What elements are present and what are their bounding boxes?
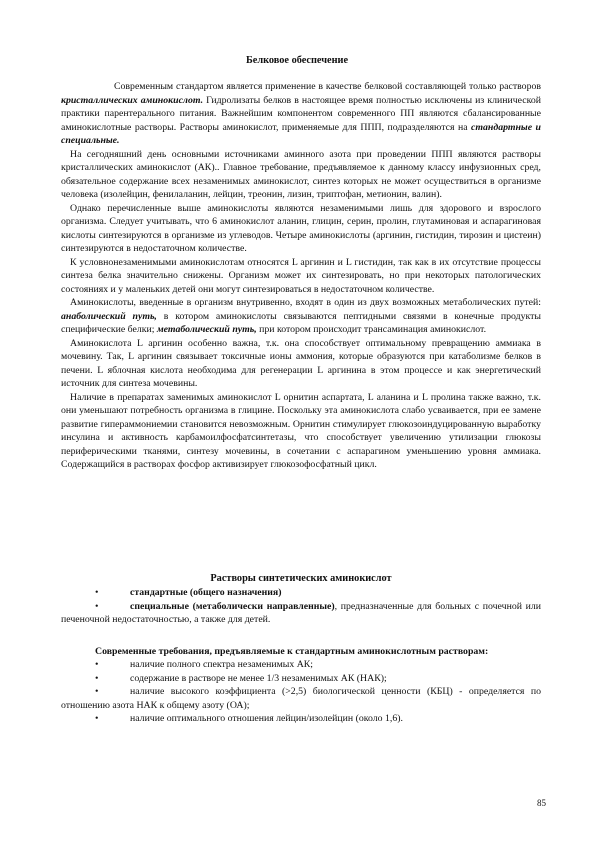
list-item-text: содержание в растворе не менее 1/3 незаменимых АК (НАК);: [130, 672, 387, 684]
list-item: [61, 600, 541, 627]
bullet-marker: •: [95, 713, 99, 724]
text-run: в котором аминокислоты связываются пептидными связями в конечные продукты специфические белки;: [61, 310, 541, 335]
paragraph-1: [61, 80, 541, 148]
list-item-text: наличие полного спектра незаменимых АК;: [130, 659, 314, 670]
text-run: Аминокислоты, введенные в организм внутривенно, входят в один из двух возможных метаболических путей:: [70, 297, 541, 308]
paragraph-2: На сегодняшний день основными источниками аминного азота при проведении ППП являются растворы кристаллических аминокислот (АК).. Главное требование, предъявляемое к данному классу инфузионных сред, обязательное содержание всех незаменимых аминокислот, синтез которых не может осуществиться в организме человека (изолейцин, фенилаланин, лейцин, треонин, лизин, триптофан, метионин, валин).: [61, 148, 541, 200]
list-item: [61, 712, 541, 726]
emphasis-text: метаболический путь,: [156, 324, 257, 335]
page-number: 85: [537, 798, 546, 808]
paragraph-3: Однако перечисленные выше аминокислоты являются незаменимыми лишь для здорового и взрослого организма. Следует учитывать, что 6 аминокислот аланин, глицин, серин, пролин, глутаминовая и аспарагиновая кислоты синтезируются в организме из углеводов. Четыре аминокислоты (аргинин, гистидин, тирозин и цистеин) синтезируются в недостаточном количестве.: [61, 202, 541, 254]
bullet-marker: •: [95, 600, 99, 612]
text-run: Современным стандартом является применение в качестве белковой составляющей только растворов: [114, 81, 541, 92]
paragraph-7: Наличие в препаратах заменимых аминокислот L орнитин аспартата, L аланина и L пролина также важно, т.к. они уменьшают потребность организма в глицине. Поскольку эта аминокислота слабо усваивается, при ее замене развитие гипераммониемии становится невозможным. Орнитин стимулирует глюкозоиндуцированную выработку инсулина и активность карбамоилфосфатсинтетазы, что способствует увеличению утилизации глюкозы периферическими тканями, синтезу мочевины, в сочетании с аспарагином уменьшению уровня аммиака. Содержащийся в растворах фосфор активизирует глюкозофосфатный цикл.: [61, 391, 541, 470]
main-text: [61, 80, 541, 472]
requirements-title: Современные требования, предъявляемые к стандартным аминокислотным растворам:: [95, 645, 489, 657]
paragraph-4: К условнонезаменимыми аминокислотам относятся L аргинин и L гистидин, так как в их отсутствие процессы синтеза белка значительно снижены. Организм может их синтезировать, но при некоторых патологических состояниях и у маленьких детей они могут синтезироваться в недостаточном количестве.: [61, 256, 541, 295]
amino-acid-solutions-section: [61, 572, 541, 726]
page-title: Белковое обеспечение: [245, 55, 349, 66]
bullet-marker: •: [95, 587, 99, 598]
emphasis-text: кристаллических аминокислот.: [61, 94, 204, 106]
list-item: [61, 658, 541, 672]
text-run: при котором происходит трансаминация аминокислот.: [256, 324, 487, 335]
list-item-rest: , предназначенные для больных с почечной или печеночной недостаточностью, а также для детей.: [61, 600, 542, 625]
paragraph-5: [61, 296, 541, 337]
list-item: [61, 586, 541, 600]
list-item-bold: специальные (метаболически направленные): [130, 600, 335, 612]
bullet-marker: •: [95, 672, 99, 684]
list-item: [61, 685, 541, 712]
list-item-text: стандартные (общего назначения): [130, 587, 282, 598]
list-item: [61, 672, 541, 686]
bullet-marker: •: [95, 686, 99, 697]
paragraph-6: Аминокислота L аргинин особенно важна, т.к. она способствует оптимальному превращению аммиака в мочевину. Так, L аргинин связывает токсичные ионы аммония, которые образуются при катаболизме белков в печени. L яблочная кислота необходима для регенерации L аргинина в этом процессе и как энергетический источник для синтеза мочевины.: [61, 337, 541, 389]
emphasis-text: анаболический путь,: [61, 310, 157, 322]
bullet-marker: •: [95, 659, 99, 670]
text-run: Гидролизаты белков в настоящее время полностью исключены из клинической практики парентерального питания. Важнейшим компонентом современного ПП являются сбалансированные аминокислотные растворы. Растворы аминокислот, применяемые для ППП, подразделяются на: [61, 94, 541, 133]
list-item-text: наличие оптимального отношения лейцин/изолейцин (около 1,6).: [130, 713, 403, 724]
list-item-text: [61, 600, 541, 627]
emphasis-text: стандартные и специальные.: [61, 121, 541, 146]
section-subtitle: Растворы синтетических аминокислот: [210, 573, 392, 584]
list-item-text: наличие высокого коэффициента (>2,5) биологической ценности (КБЦ) - определяется по отношению азота НАК к общему азоту (ОА);: [61, 686, 541, 711]
